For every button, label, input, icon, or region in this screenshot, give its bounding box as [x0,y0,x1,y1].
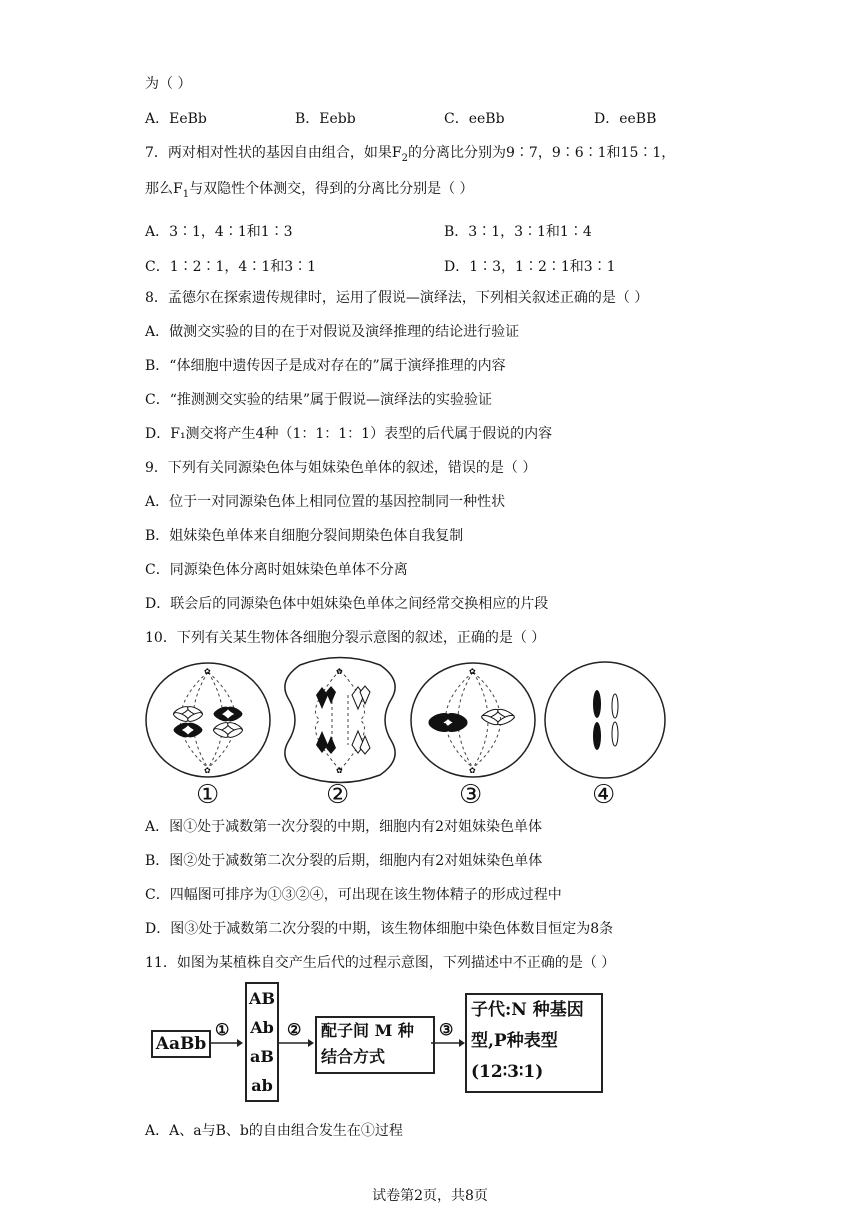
q7-stem-line1 [145,143,675,169]
q6-option-b: B．Eebb [295,111,356,127]
combination-box [315,1016,435,1074]
q7-options [0,221,860,281]
combination-line-2: 结合方式 [321,1047,386,1066]
cell-1-diagram [146,663,270,777]
q9-option-b: B．姐妹染色单体来自细胞分裂间期染色体自我复制 [145,528,464,544]
q7-option-b: B．3∶1，3∶1和1∶4 [444,224,592,240]
q6-option-a: A．EeBb [145,111,207,127]
offspring-line-3: (12∶3∶1) [471,1062,544,1082]
q7-option-a: A．3∶1，4∶1和1∶3 [145,224,293,240]
q7-option-c: C．1∶2∶1，4∶1和3∶1 [145,259,317,275]
cell-3-diagram [411,663,535,777]
offspring-line-1: 子代:N 种基因 [471,1000,584,1020]
q8-option-a: A．做测交实验的目的在于对假说及演绎推理的结论进行验证 [145,324,520,340]
cell-4-diagram [545,662,665,778]
q7-text-b: 的分离比分别为9∶7，9∶6∶1和15∶1， [408,145,676,161]
q10-option-c: C．四幅图可排序为①③②④，可出现在该生物体精子的形成过程中 [145,887,562,903]
svg-text:✿: ✿ [336,766,343,775]
gamete-ab-mixed: Ab [250,1018,274,1037]
q7-text-a: 7．两对相对性状的基因自由组合，如果F [145,145,402,161]
q7-sub-2: 2 [401,152,408,164]
page-footer: 试卷第2页，共8页 [372,1188,488,1204]
parent-genotype-box: AaBb [151,1030,211,1058]
q9-stem: 9．下列有关同源染色体与姐妹染色单体的叙述，错误的是（ ） [145,460,537,476]
process-diagram [145,980,605,1100]
cell-2-diagram [285,658,395,783]
q6-stem-tail: 为（ ） [145,76,192,92]
step-1-label: ① [215,1020,230,1039]
offspring-box [465,993,603,1093]
figure-label-3: ③ [459,780,483,810]
q9-option-a: A．位于一对同源染色体上相同位置的基因控制同一种性状 [145,494,506,510]
figure-label-1: ① [196,780,220,810]
step-3-label: ③ [439,1020,454,1039]
q10-option-d: D．图③处于减数第二次分裂的中期，该生物体细胞中染色体数目恒定为8条 [145,921,614,937]
q7-stem-line2 [145,179,474,205]
q8-stem: 8．孟德尔在探索遗传规律时，运用了假说—演绎法，下列相关叙述正确的是（ ） [145,290,649,306]
q7-text-c: 那么F [145,181,183,197]
q8-option-d: D．F₁测交将产生4种（1：1：1：1）表型的后代属于假说的内容 [145,426,553,442]
svg-text:✿: ✿ [469,766,476,775]
q9-option-c: C．同源染色体分离时姐妹染色单体不分离 [145,562,408,578]
q10-stem: 10．下列有关某生物体各细胞分裂示意图的叙述，正确的是（ ） [145,630,546,646]
step-2-label: ② [287,1020,302,1039]
q10-option-a: A．图①处于减数第一次分裂的中期，细胞内有2对姐妹染色单体 [145,819,543,835]
figure-label-4: ④ [592,780,616,810]
q8-option-b: B．“体细胞中遗传因子是成对存在的”属于演绎推理的内容 [145,358,506,374]
q7-sub-1: 1 [182,188,190,200]
gamete-ab-lower: ab [251,1076,273,1095]
q6-option-c: C．eeBb [444,111,505,127]
q7-option-d: D．1∶3，1∶2∶1和3∶1 [444,259,616,275]
q9-option-d: D．联会后的同源染色体中姐妹染色单体之间经常交换相应的片段 [145,596,549,612]
gamete-ab-upper: AB [249,989,275,1008]
q7-text-d: 与双隐性个体测交，得到的分离比分别是（ ） [189,181,474,197]
figure-label-2: ② [326,780,350,810]
q11-stem: 11．如图为某植株自交产生后代的过程示意图，下列描述中不正确的是（ ） [145,955,616,971]
svg-text:✿: ✿ [204,667,211,676]
q6-option-d: D．eeBB [594,111,657,127]
q6-options [0,108,860,128]
offspring-line-2: 型,P种表型 [471,1031,558,1051]
q10-option-b: B．图②处于减数第二次分裂的后期，细胞内有2对姐妹染色单体 [145,853,543,869]
gametes-box [245,982,279,1102]
svg-text:✿: ✿ [469,667,476,676]
combination-line-1: 配子间 M 种 [321,1021,414,1040]
svg-text:✿: ✿ [204,766,211,775]
svg-text:✿: ✿ [336,667,343,676]
q11-option-a: A．A、a与B、b的自由组合发生在①过程 [145,1123,403,1139]
gamete-ab-lower-upper: aB [250,1047,274,1066]
q8-option-c: C．“推测测交实验的结果”属于假说—演绎法的实验验证 [145,392,493,408]
